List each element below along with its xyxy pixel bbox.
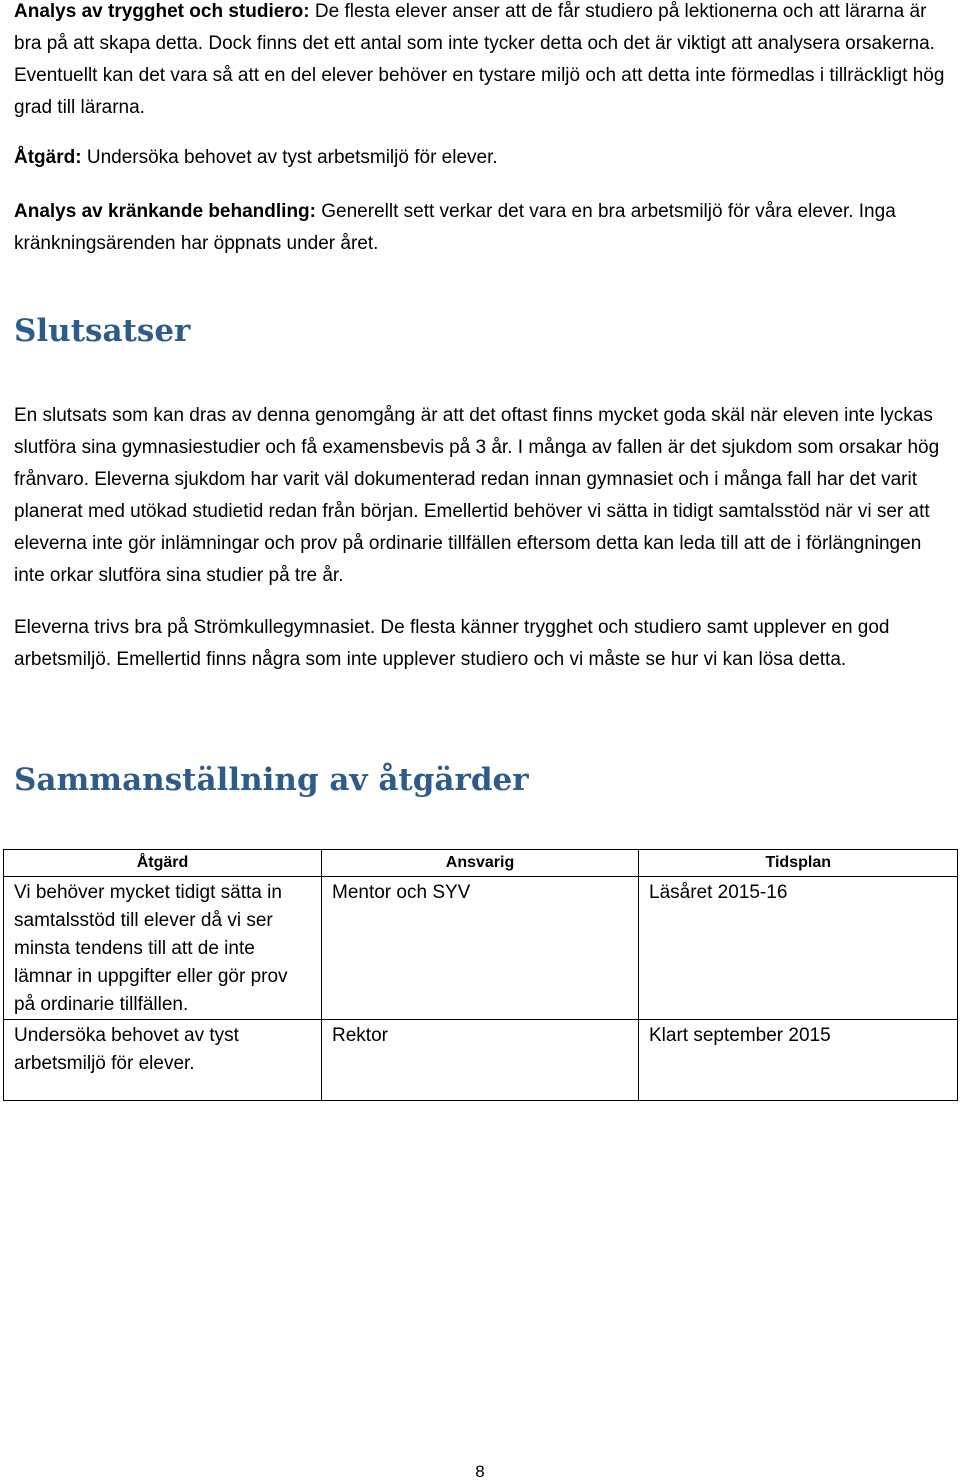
label-trygghet-studiero: Analys av trygghet och studiero:	[14, 1, 310, 22]
table-row	[4, 877, 958, 1020]
label-atgard: Åtgärd:	[14, 147, 82, 168]
table-header-row	[4, 850, 958, 877]
cell-atgard: Vi behöver mycket tidigt sätta in samtalsstöd till elever då vi ser minsta tendens till att de inte lämnar in uppgifter eller gör prov på ordinarie tillfällen.	[4, 877, 322, 1020]
heading-slutsatser: Slutsatser	[14, 313, 191, 349]
heading-sammanstallning: Sammanställning av åtgärder	[14, 762, 529, 798]
page-number: 8	[475, 1462, 485, 1481]
paragraph-krankande-behandling	[14, 196, 949, 260]
text-atgard: Undersöka behovet av tyst arbetsmiljö för elever.	[81, 147, 498, 168]
text-trygghet-studiero: De flesta elever anser att de får studiero på lektionerna och att lärarna är bra på att skapa detta. Dock finns det ett antal som inte tycker detta och det är viktigt att analysera orsakerna. Eventuellt kan det vara så att en del elever behöver en tystare miljö och att detta inte förmedlas i tillräckligt hög grad till lärarna.	[14, 1, 945, 118]
paragraph-atgard	[14, 142, 498, 174]
atgarder-table	[3, 849, 958, 1101]
cell-tidsplan: Läsåret 2015-16	[639, 877, 958, 1020]
cell-ansvarig: Mentor och SYV	[322, 877, 639, 1020]
column-header-atgard: Åtgärd	[4, 850, 322, 877]
paragraph-slutsatser-1: En slutsats som kan dras av denna genomgång är att det oftast finns mycket goda skäl när eleven inte lyckas slutföra sina gymnasiestudier och få examensbevis på 3 år. I många av fallen är det sjukdom som orsakar hög frånvaro. Eleverna sjukdom har varit väl dokumenterad redan innan gymnasiet och i många fall har det varit planerat med utökad studietid redan från början. Emellertid behöver vi sätta in tidigt samtalsstöd när vi ser att eleverna inte gör inlämningar och prov på ordinarie tillfällen eftersom detta kan leda till att de i förlängningen inte orkar slutföra sina studier på tre år.	[14, 405, 940, 586]
label-krankande-behandling: Analys av kränkande behandling:	[14, 201, 316, 222]
cell-atgard: Undersöka behovet av tyst arbetsmiljö för elever.	[4, 1020, 322, 1101]
table-row	[4, 1020, 958, 1101]
column-header-tidsplan: Tidsplan	[639, 850, 958, 877]
column-header-ansvarig: Ansvarig	[322, 850, 639, 877]
text-krankande-behandling: Generellt sett verkar det vara en bra arbetsmiljö för våra elever. Inga kränkningsärenden har öppnats under året.	[14, 201, 896, 254]
cell-tidsplan: Klart september 2015	[639, 1020, 958, 1101]
paragraph-trygghet-studiero	[14, 0, 949, 124]
paragraph-slutsatser-2: Eleverna trivs bra på Strömkullegymnasiet. De flesta känner trygghet och studiero samt upplever en god arbetsmiljö. Emellertid finns några som inte upplever studiero och vi måste se hur vi kan lösa detta.	[14, 617, 890, 670]
cell-ansvarig: Rektor	[322, 1020, 639, 1101]
